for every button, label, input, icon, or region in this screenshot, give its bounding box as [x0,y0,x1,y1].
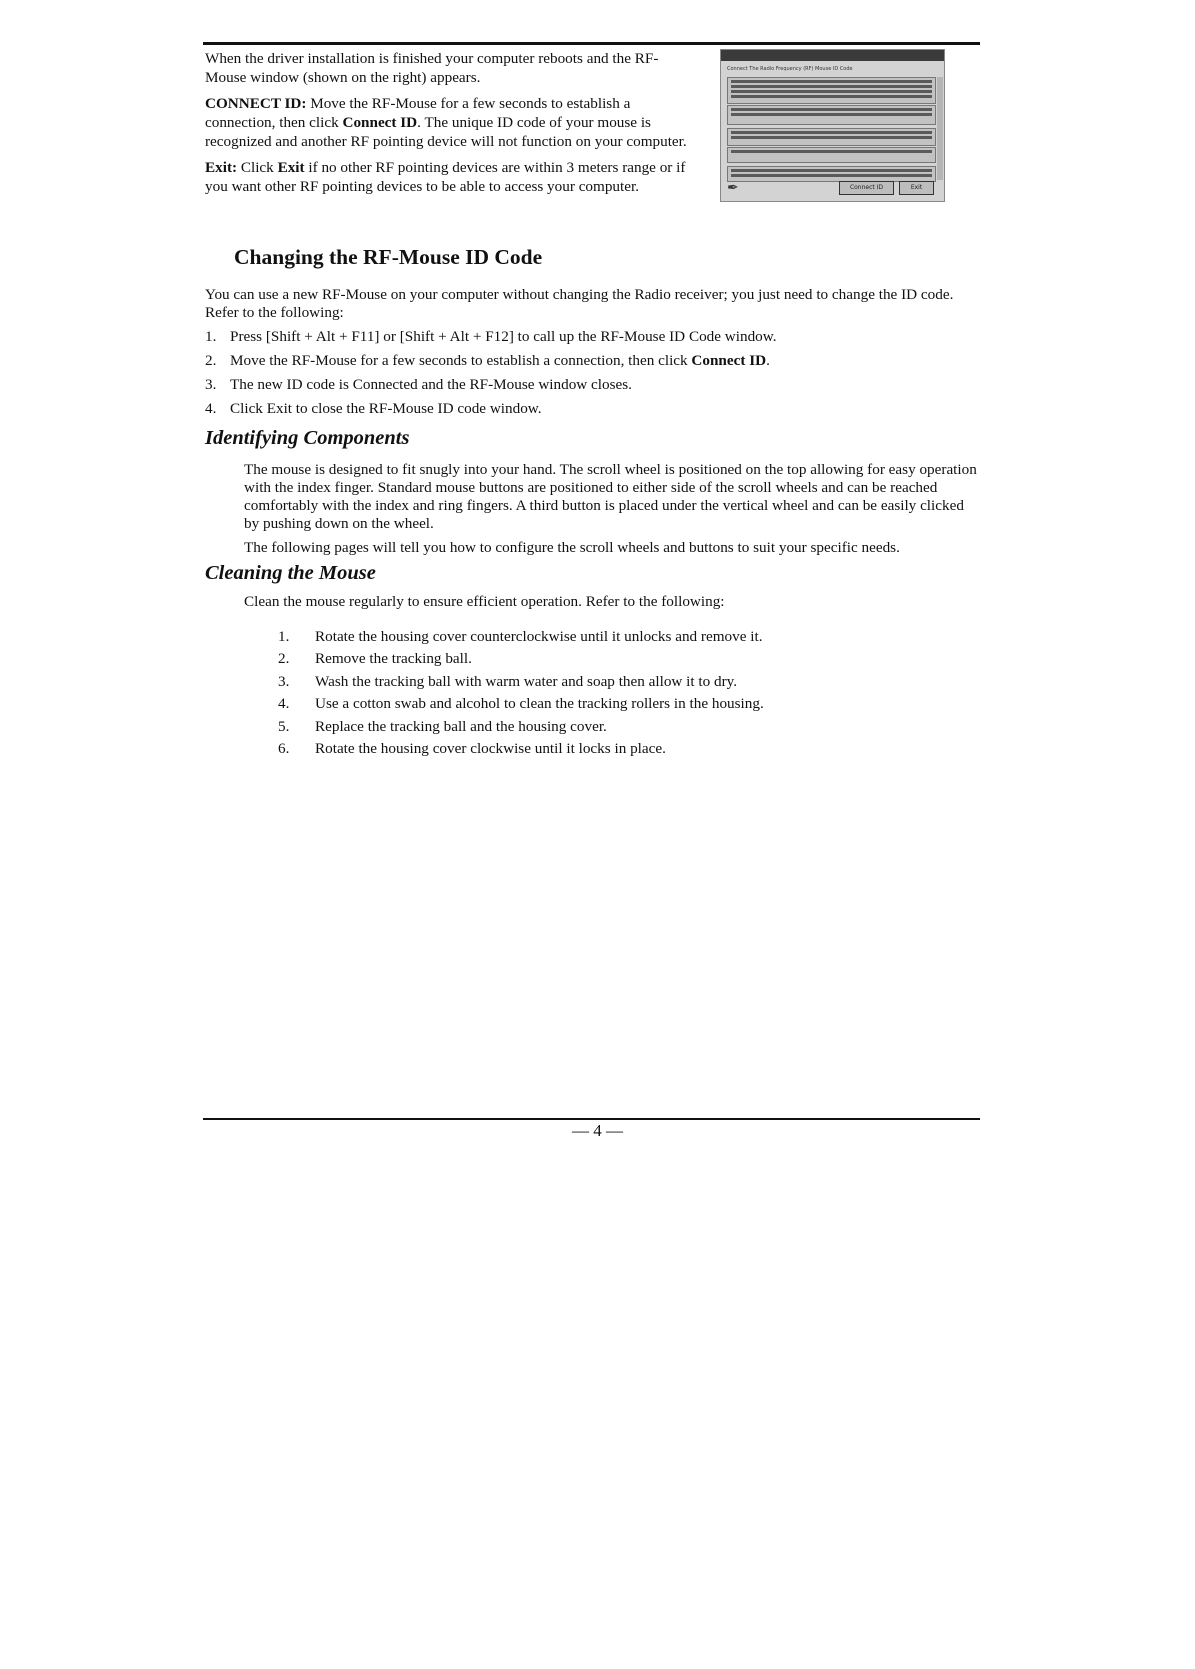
list-item: 1. Press [Shift + Alt + F11] or [Shift + Alt + F12] to call up the RF-Mouse ID Code window. [205,328,777,345]
list-item: 4. Use a cotton swab and alcohol to clean the tracking rollers in the housing. [278,695,764,713]
connect-id-paragraph [205,94,695,151]
list-item: 6. Rotate the housing cover clockwise until it locks in place. [278,739,666,757]
identifying-paragraph-2: The following pages will tell you how to configure the scroll wheels and buttons to suit your specific needs. [244,539,900,556]
page-number: — 4 — [572,1121,623,1140]
rf-mouse-window-screenshot [720,49,945,202]
intro-section [205,49,695,203]
connect-id-button: Connect ID [839,181,894,195]
screenshot-panel [727,128,936,146]
connect-id-text-1: Move the RF-Mouse for a few seconds to establish a connection, then click [205,95,631,131]
top-rule [203,42,980,45]
exit-paragraph [205,158,695,196]
cleaning-intro: Clean the mouse regularly to ensure efficient operation. Refer to the following: [244,593,725,610]
section-title-cleaning: Cleaning the Mouse [205,562,376,584]
screenshot-panel [727,166,936,182]
change-id-steps [205,328,980,424]
cleaning-steps [278,628,764,762]
exit-button: Exit [899,181,934,195]
screenshot-panel [727,77,936,104]
mouse-icon: ✒ [727,180,739,196]
list-item: 3. The new ID code is Connected and the RF-Mouse window closes. [205,376,632,393]
connect-id-text-2: . The unique ID code of your mouse is recognized and another RF pointing device will not function on your computer. [205,114,687,150]
screenshot-panel [727,105,936,125]
exit-text-2: if no other RF pointing devices are within 3 meters range or if you want other RF pointing devices to be able to access your computer. [205,159,686,195]
change-id-paragraph: You can use a new RF-Mouse on your computer without changing the Radio receiver; you just need to change the ID code. Refer to the following: [205,286,954,321]
list-item: 3. Wash the tracking ball with warm water and soap then allow it to dry. [278,672,738,690]
section-title-identifying: Identifying Components [205,427,410,449]
list-item: 5. Replace the tracking ball and the housing cover. [278,717,607,735]
exit-text-1: Click [237,159,278,176]
connect-id-label: CONNECT ID: [205,95,307,112]
list-item: 2. Remove the tracking ball. [278,650,472,668]
list-item: 1. Rotate the housing cover counterclockwise until it unlocks and remove it. [278,628,763,645]
exit-label: Exit: [205,159,238,176]
screenshot-caption: Connect The Radio Frequency (RF) Mouse ID Code [727,66,853,72]
screenshot-panel [727,147,936,163]
section-title-change-id: Changing the RF-Mouse ID Code [234,245,543,269]
screenshot-titlebar [721,50,944,61]
bottom-rule [203,1118,980,1120]
list-item: 4. Click Exit to close the RF-Mouse ID code window. [205,400,542,417]
list-item: 2. Move the RF-Mouse for a few seconds to establish a connection, then click Connect ID. [205,352,770,369]
screenshot-scrollbar [937,77,943,180]
connect-id-bold: Connect ID [342,114,418,131]
exit-bold: Exit [277,159,305,176]
intro-paragraph: When the driver installation is finished your computer reboots and the RF-Mouse window (shown on the right) appears. [205,50,659,86]
identifying-paragraph-1: The mouse is designed to fit snugly into your hand. The scroll wheel is positioned on the top allowing for easy operation with the index finger. Standard mouse buttons are positioned to either side of the scroll wheels and can be reached comfortably with the index and ring fingers. A third button is placed under the vertical wheel and can be easily clicked by pushing down on the wheel. [244,461,977,532]
